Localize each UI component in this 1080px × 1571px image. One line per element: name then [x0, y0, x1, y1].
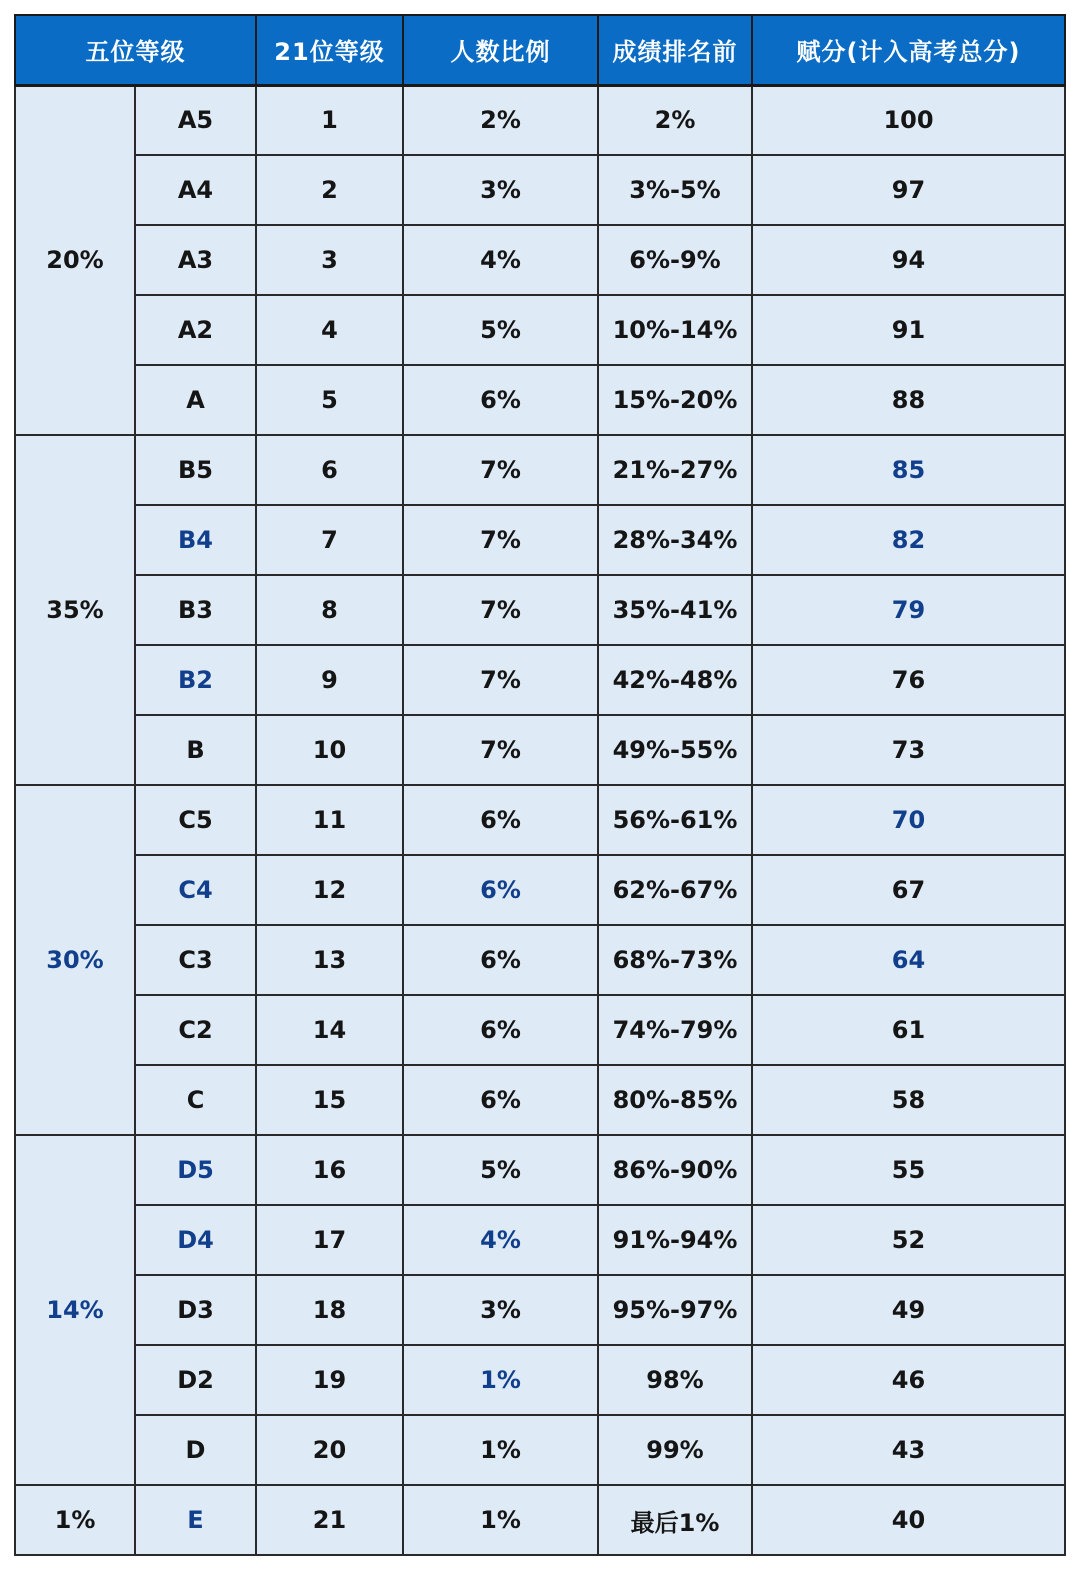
five-level-cell: 14%	[15, 1135, 135, 1485]
table-header-row	[15, 15, 1065, 85]
rank-top-cell: 74%-79%	[598, 995, 752, 1065]
score-cell: 79	[752, 575, 1065, 645]
table-row	[15, 925, 1065, 995]
score-cell: 58	[752, 1065, 1065, 1135]
ratio-cell: 2%	[403, 85, 598, 155]
rank-top-cell: 86%-90%	[598, 1135, 752, 1205]
score-cell: 88	[752, 365, 1065, 435]
score-cell: 55	[752, 1135, 1065, 1205]
rank21-cell: 7	[256, 505, 403, 575]
score-cell: 76	[752, 645, 1065, 715]
table-row	[15, 85, 1065, 155]
score-cell: 43	[752, 1415, 1065, 1485]
rank-top-cell: 15%-20%	[598, 365, 752, 435]
ratio-cell: 7%	[403, 575, 598, 645]
header-five-level: 五位等级	[15, 15, 256, 85]
rank21-cell: 1	[256, 85, 403, 155]
score-cell: 73	[752, 715, 1065, 785]
score-cell: 94	[752, 225, 1065, 295]
table-row	[15, 1415, 1065, 1485]
rank-top-cell: 99%	[598, 1415, 752, 1485]
five-level-cell: 30%	[15, 785, 135, 1135]
ratio-cell: 5%	[403, 295, 598, 365]
ratio-cell: 7%	[403, 505, 598, 575]
table-row	[15, 1275, 1065, 1345]
rank-top-cell: 2%	[598, 85, 752, 155]
rank21-cell: 20	[256, 1415, 403, 1485]
rank21-cell: 15	[256, 1065, 403, 1135]
ratio-cell: 6%	[403, 785, 598, 855]
table-row	[15, 575, 1065, 645]
five-level-cell: 20%	[15, 85, 135, 435]
grade-cell: E	[135, 1485, 256, 1555]
rank-top-cell: 6%-9%	[598, 225, 752, 295]
rank21-cell: 13	[256, 925, 403, 995]
table-row	[15, 995, 1065, 1065]
table-row	[15, 295, 1065, 365]
score-cell: 64	[752, 925, 1065, 995]
grade-cell: A2	[135, 295, 256, 365]
ratio-cell: 4%	[403, 225, 598, 295]
table-row	[15, 1065, 1065, 1135]
grade-cell: D4	[135, 1205, 256, 1275]
ratio-cell: 6%	[403, 365, 598, 435]
rank21-cell: 4	[256, 295, 403, 365]
ratio-cell: 1%	[403, 1485, 598, 1555]
header-score: 赋分(计入高考总分)	[752, 15, 1065, 85]
rank-top-cell: 42%-48%	[598, 645, 752, 715]
rank21-cell: 14	[256, 995, 403, 1065]
score-cell: 70	[752, 785, 1065, 855]
ratio-cell: 6%	[403, 925, 598, 995]
rank-top-cell: 35%-41%	[598, 575, 752, 645]
rank21-cell: 3	[256, 225, 403, 295]
grade-cell: A5	[135, 85, 256, 155]
table-row	[15, 505, 1065, 575]
table-row	[15, 155, 1065, 225]
grade-cell: D2	[135, 1345, 256, 1415]
grade-cell: D5	[135, 1135, 256, 1205]
score-cell: 82	[752, 505, 1065, 575]
grade-cell: D	[135, 1415, 256, 1485]
rank21-cell: 12	[256, 855, 403, 925]
ratio-cell: 3%	[403, 1275, 598, 1345]
table-row	[15, 225, 1065, 295]
score-cell: 97	[752, 155, 1065, 225]
ratio-cell: 7%	[403, 435, 598, 505]
rank-top-cell: 49%-55%	[598, 715, 752, 785]
table-row	[15, 1205, 1065, 1275]
ratio-cell: 7%	[403, 645, 598, 715]
grade-cell: C4	[135, 855, 256, 925]
rank-top-cell: 21%-27%	[598, 435, 752, 505]
ratio-cell: 6%	[403, 995, 598, 1065]
rank-top-cell: 10%-14%	[598, 295, 752, 365]
ratio-cell: 6%	[403, 855, 598, 925]
rank-top-cell: 最后1%	[598, 1485, 752, 1555]
grade-cell: C5	[135, 785, 256, 855]
score-cell: 67	[752, 855, 1065, 925]
grade-cell: B2	[135, 645, 256, 715]
grade-cell: B	[135, 715, 256, 785]
rank21-cell: 8	[256, 575, 403, 645]
rank-top-cell: 68%-73%	[598, 925, 752, 995]
rank-top-cell: 95%-97%	[598, 1275, 752, 1345]
rank21-cell: 10	[256, 715, 403, 785]
grade-cell: C3	[135, 925, 256, 995]
grade-conversion-table	[14, 14, 1066, 1556]
rank21-cell: 6	[256, 435, 403, 505]
rank-top-cell: 3%-5%	[598, 155, 752, 225]
ratio-cell: 1%	[403, 1415, 598, 1485]
grade-cell: A3	[135, 225, 256, 295]
rank-top-cell: 56%-61%	[598, 785, 752, 855]
rank-top-cell: 98%	[598, 1345, 752, 1415]
grade-cell: A	[135, 365, 256, 435]
rank-top-cell: 80%-85%	[598, 1065, 752, 1135]
score-cell: 91	[752, 295, 1065, 365]
score-cell: 40	[752, 1485, 1065, 1555]
grade-cell: B5	[135, 435, 256, 505]
score-cell: 46	[752, 1345, 1065, 1415]
table-row	[15, 1485, 1065, 1555]
ratio-cell: 5%	[403, 1135, 598, 1205]
five-level-cell: 1%	[15, 1485, 135, 1555]
rank21-cell: 18	[256, 1275, 403, 1345]
score-cell: 61	[752, 995, 1065, 1065]
rank21-cell: 9	[256, 645, 403, 715]
rank21-cell: 19	[256, 1345, 403, 1415]
table-row	[15, 365, 1065, 435]
rank-top-cell: 28%-34%	[598, 505, 752, 575]
table-row	[15, 1345, 1065, 1415]
rank21-cell: 2	[256, 155, 403, 225]
rank21-cell: 17	[256, 1205, 403, 1275]
ratio-cell: 3%	[403, 155, 598, 225]
score-cell: 49	[752, 1275, 1065, 1345]
table-row	[15, 785, 1065, 855]
score-cell: 85	[752, 435, 1065, 505]
table-row	[15, 715, 1065, 785]
ratio-cell: 6%	[403, 1065, 598, 1135]
rank-top-cell: 62%-67%	[598, 855, 752, 925]
rank21-cell: 21	[256, 1485, 403, 1555]
score-cell: 52	[752, 1205, 1065, 1275]
grade-cell: B4	[135, 505, 256, 575]
grade-cell: D3	[135, 1275, 256, 1345]
rank21-cell: 16	[256, 1135, 403, 1205]
ratio-cell: 4%	[403, 1205, 598, 1275]
rank-top-cell: 91%-94%	[598, 1205, 752, 1275]
grade-table-container	[14, 14, 1064, 1556]
header-rank-top: 成绩排名前	[598, 15, 752, 85]
ratio-cell: 7%	[403, 715, 598, 785]
table-row	[15, 435, 1065, 505]
table-row	[15, 855, 1065, 925]
header-21-level: 21位等级	[256, 15, 403, 85]
score-cell: 100	[752, 85, 1065, 155]
table-row	[15, 1135, 1065, 1205]
header-ratio: 人数比例	[403, 15, 598, 85]
ratio-cell: 1%	[403, 1345, 598, 1415]
table-row	[15, 645, 1065, 715]
five-level-cell: 35%	[15, 435, 135, 785]
grade-cell: B3	[135, 575, 256, 645]
grade-cell: C	[135, 1065, 256, 1135]
rank21-cell: 5	[256, 365, 403, 435]
grade-cell: C2	[135, 995, 256, 1065]
grade-cell: A4	[135, 155, 256, 225]
rank21-cell: 11	[256, 785, 403, 855]
